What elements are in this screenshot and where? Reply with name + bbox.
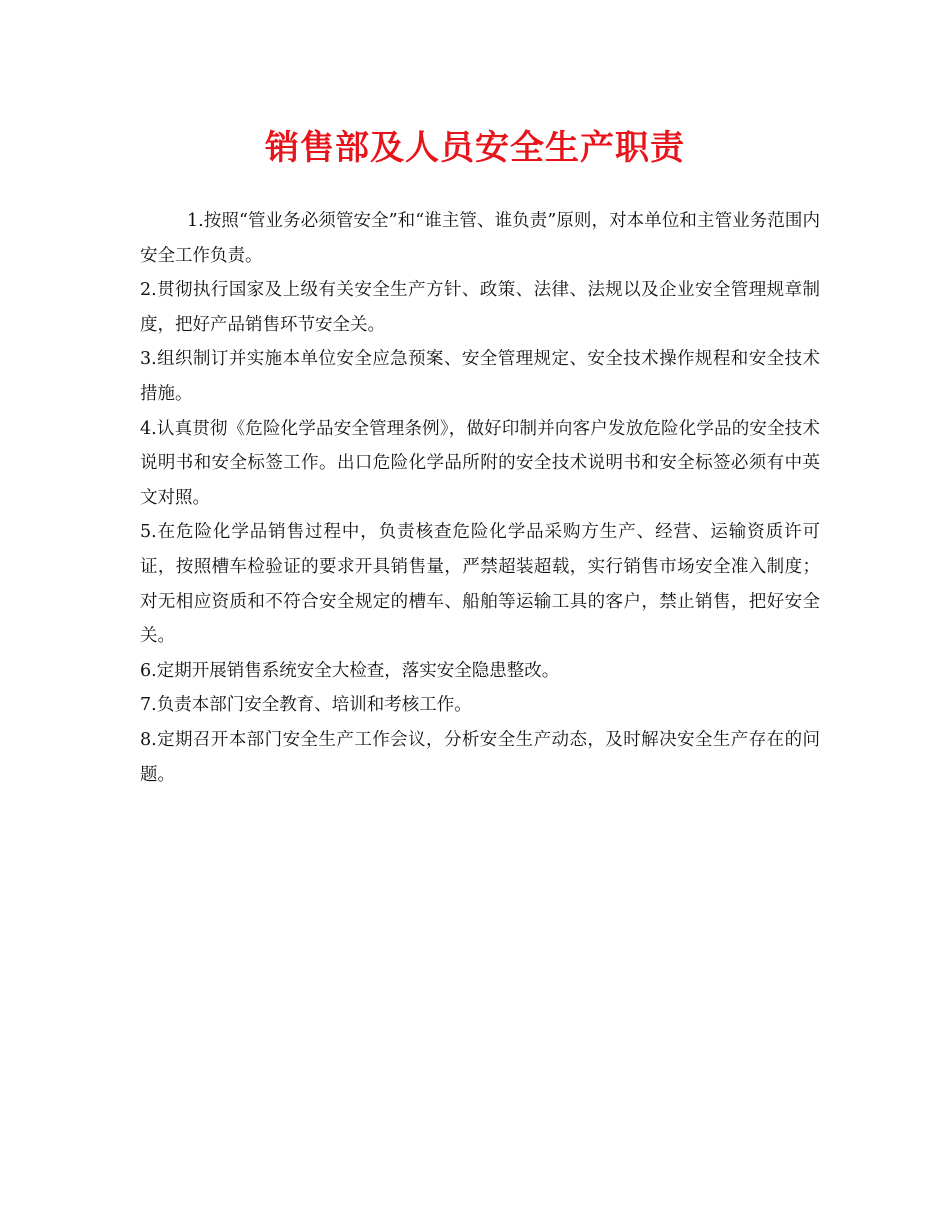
paragraph-6: 6.定期开展销售系统安全大检查，落实安全隐患整改。 bbox=[140, 660, 560, 681]
paragraph-7: 7.负责本部门安全教育、培训和考核工作。 bbox=[140, 695, 472, 716]
document-body bbox=[140, 204, 820, 792]
paragraph-3: 3.组织制订并实施本单位安全应急预案、安全管理规定、安全技术操作规程和安全技术措施。 bbox=[140, 349, 820, 404]
paragraph-2: 2.贯彻执行国家及上级有关安全生产方针、政策、法律、法规以及企业安全管理规章制度，把好产品销售环节安全关。 bbox=[140, 280, 820, 335]
document-title: 销售部及人员安全生产职责 bbox=[265, 128, 685, 168]
paragraph-8: 8.定期召开本部门安全生产工作会议，分析安全生产动态，及时解决安全生产存在的问题。 bbox=[140, 729, 820, 785]
paragraph-4: 4.认真贯彻《危险化学品安全管理条例》，做好印制并向客户发放危险化学品的安全技术说明书和安全标签工作。出口危险化学品所附的安全技术说明书和安全标签必须有中英文对照。 bbox=[140, 418, 820, 508]
paragraph-1: 1.按照“管业务必须管安全”和“谁主管、谁负责”原则，对本单位和主管业务范围内安全工作负责。 bbox=[140, 211, 820, 266]
paragraph-5: 5.在危险化学品销售过程中，负责核查危险化学品采购方生产、经营、运输资质许可证，按照槽车检验证的要求开具销售量，严禁超装超载，实行销售市场安全准入制度；对无相应资质和不符合安全规定的槽车、船舶等运输工具的客户，禁止销售，把好安全关。 bbox=[140, 522, 820, 647]
